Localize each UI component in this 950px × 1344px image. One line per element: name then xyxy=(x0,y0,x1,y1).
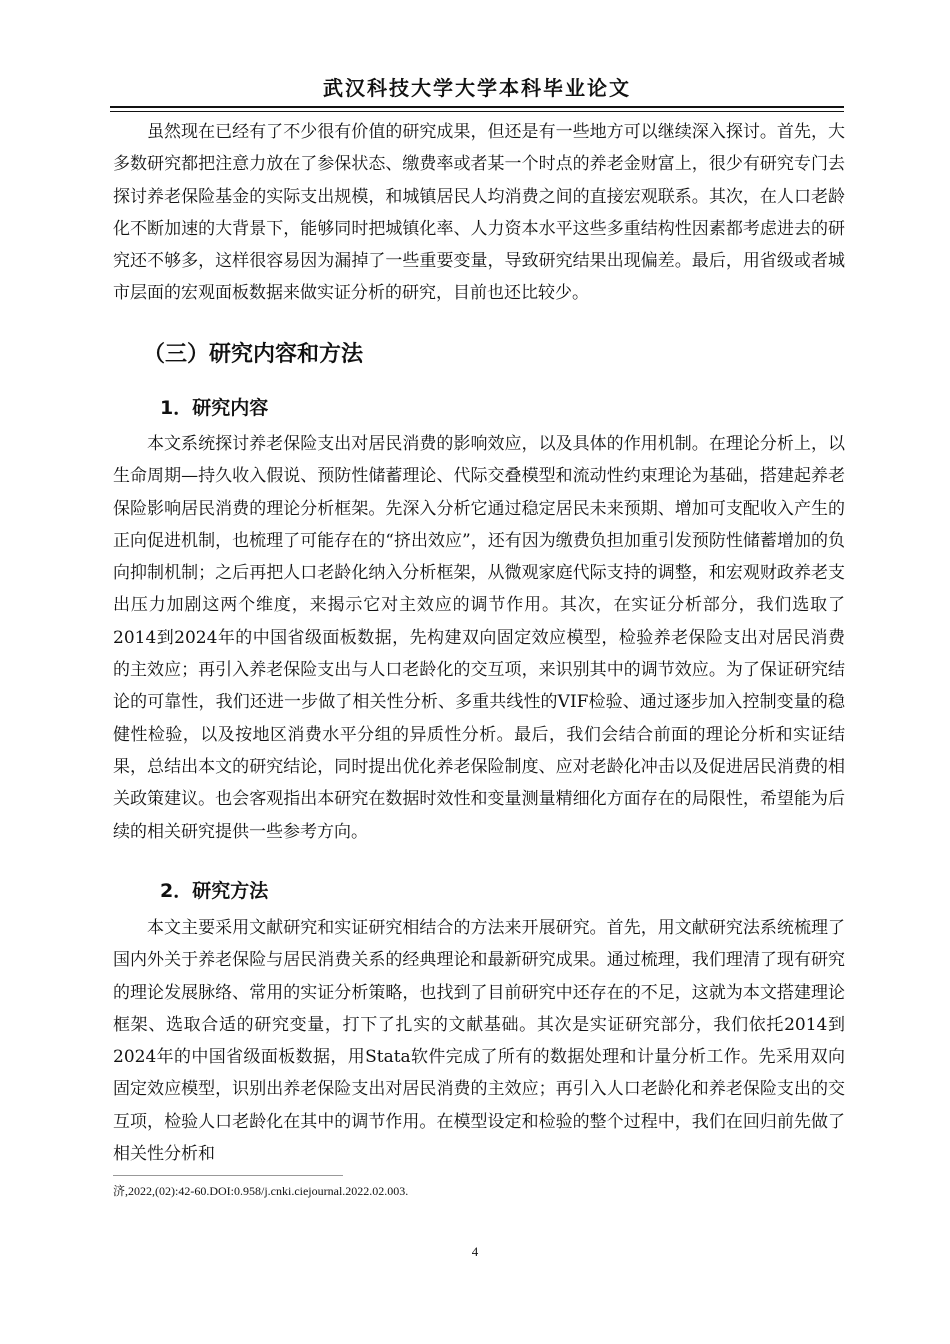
footnote: 济,2022,(02):42-60.DOI:0.958/j.cnki.ciejournal.2022.02.003. xyxy=(113,1184,409,1198)
body-paragraph-research-content: 本文系统探讨养老保险支出对居民消费的影响效应，以及具体的作用机制。在理论分析上，以生命周期—持久收入假说、预防性储蓄理论、代际交叠模型和流动性约束理论为基础，搭建起养老保险影响居民消费的理论分析框架。先深入分析它通过稳定居民未来预期、增加可支配收入产生的正向促进机制，也梳理了可能存在的“挤出效应”，还有因为缴费负担加重引发预防性储蓄增加的负向抑制机制；之后再把人口老龄化纳入分析框架，从微观家庭代际支持的调整，和宏观财政养老支出压力加剧这两个维度，来揭示它对主效应的调节作用。其次，在实证分析部分，我们选取了2014到2024年的中国省级面板数据，先构建双向固定效应模型，检验养老保险支出对居民消费的主效应；再引入养老保险支出与人口老龄化的交互项，来识别其中的调节效应。为了保证研究结论的可靠性，我们还进一步做了相关性分析、多重共线性的VIF检验、通过逐步加入控制变量的稳健性检验，以及按地区消费水平分组的异质性分析。最后，我们会结合前面的理论分析和实证结果，总结出本文的研究结论，同时提出优化养老保险制度、应对老龄化冲击以及促进居民消费的相关政策建议。也会客观指出本研究在数据时效性和变量测量精细化方面存在的局限性，希望能为后续的相关研究提供一些参考方向。 xyxy=(113,434,845,842)
running-header: 武汉科技大学大学本科毕业论文 xyxy=(323,76,631,100)
subheading-research-content: 1．研究内容 xyxy=(160,397,269,419)
body-paragraph-gaps: 虽然现在已经有了不少很有价值的研究成果，但还是有一些地方可以继续深入探讨。首先，大多数研究都把注意力放在了参保状态、缴费率或者某一个时点的养老金财富上，很少有研究专门去探讨养老保险基金的实际支出规模，和城镇居民人均消费之间的直接宏观联系。其次，在人口老龄化不断加速的大背景下，能够同时把城镇化率、人力资本水平这些多重结构性因素都考虑进去的研究还不够多，这样很容易因为漏掉了一些重要变量，导致研究结果出现偏差。最后，用省级或者城市层面的宏观面板数据来做实证分析的研究，目前也还比较少。 xyxy=(113,122,845,304)
section-heading-content-and-methods: （三）研究内容和方法 xyxy=(143,342,364,367)
header-rule-thin xyxy=(110,111,844,112)
footnote-separator xyxy=(113,1175,343,1176)
body-paragraph-research-method: 本文主要采用文献研究和实证研究相结合的方法来开展研究。首先，用文献研究法系统梳理了国内外关于养老保险与居民消费关系的经典理论和最新研究成果。通过梳理，我们理清了现有研究的理论发展脉络、常用的实证分析策略，也找到了目前研究中还存在的不足，这就为本文搭建理论框架、选取合适的研究变量，打下了扎实的文献基础。其次是实证研究部分，我们依托2014到2024年的中国省级面板数据，用Stata软件完成了所有的数据处理和计量分析工作。先采用双向固定效应模型，识别出养老保险支出对居民消费的主效应；再引入人口老龄化和养老保险支出的交互项，检验人口老龄化在其中的调节作用。在模型设定和检验的整个过程中，我们在回归前先做了相关性分析和 xyxy=(113,918,845,1165)
header-rule-thick xyxy=(110,106,844,108)
page-number: 4 xyxy=(471,1244,479,1259)
subheading-research-method: 2．研究方法 xyxy=(160,880,269,902)
